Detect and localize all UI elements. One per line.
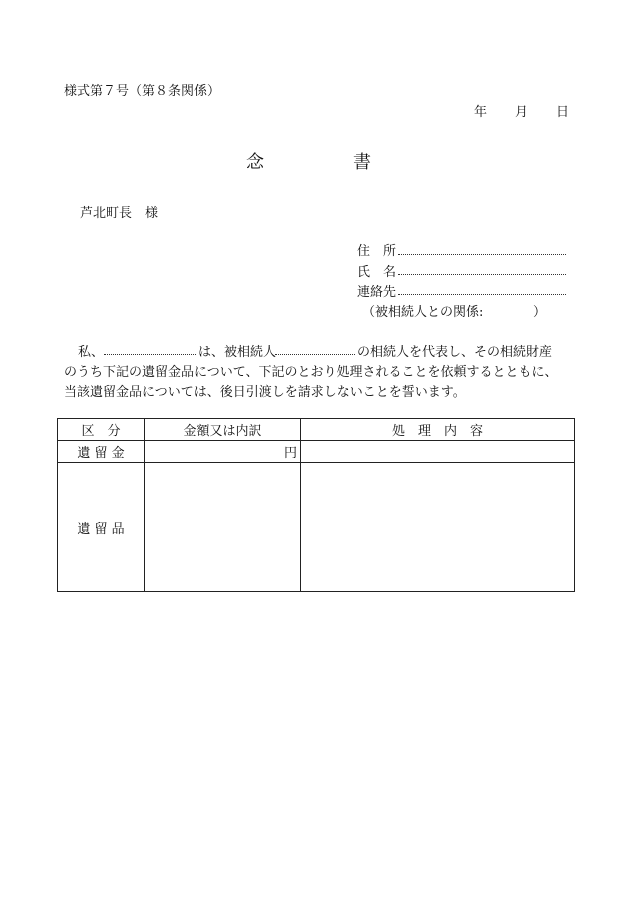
date-month: 月: [515, 105, 529, 120]
belongings-table: [57, 418, 575, 592]
form-number: 様式第７号（第８条関係）: [64, 84, 221, 99]
row-money-amount[interactable]: 円: [145, 441, 301, 463]
relation-close: ）: [533, 305, 547, 320]
relation-label: （被相続人との関係:: [362, 305, 484, 320]
representative-name-field[interactable]: [104, 354, 196, 355]
contact-field[interactable]: [398, 294, 566, 295]
address-field[interactable]: [398, 254, 566, 255]
decedent-name-field[interactable]: [275, 354, 355, 355]
address-label: 住 所: [357, 244, 397, 259]
table-header-row: [58, 419, 575, 441]
body-line2: のうち下記の遺留金品について、下記のとおり処理されることを依頼するとともに、: [64, 365, 558, 380]
body-line1-suffix: の相続人を代表し、その相続財産: [357, 345, 553, 360]
row-money-disposition[interactable]: [301, 441, 575, 463]
body-line1-prefix: 私、: [78, 345, 105, 360]
contact-label: 連絡先: [357, 285, 397, 300]
row-goods-amount[interactable]: [145, 463, 301, 592]
addressee: 芦北町長 様: [80, 206, 159, 221]
date-day: 日: [556, 105, 570, 120]
header-amount: 金額又は内訳: [145, 419, 301, 441]
table-row: [58, 463, 575, 592]
body-line1-middle: は、被相続人: [198, 345, 277, 360]
row-goods-disposition[interactable]: [301, 463, 575, 592]
date-year: 年: [474, 105, 488, 120]
title-char-2: 書: [353, 152, 371, 173]
header-disposition: 処 理 内 容: [301, 419, 575, 441]
header-category: 区 分: [58, 419, 145, 441]
name-label: 氏 名: [357, 265, 397, 280]
row-goods-category: 遺 留 品: [58, 463, 145, 592]
body-line3: 当該遺留金品については、後日引渡しを請求しないことを誓います。: [64, 385, 466, 400]
name-field[interactable]: [398, 274, 566, 275]
table-row: [58, 441, 575, 463]
title-char-1: 念: [246, 152, 264, 173]
row-money-category: 遺 留 金: [58, 441, 145, 463]
